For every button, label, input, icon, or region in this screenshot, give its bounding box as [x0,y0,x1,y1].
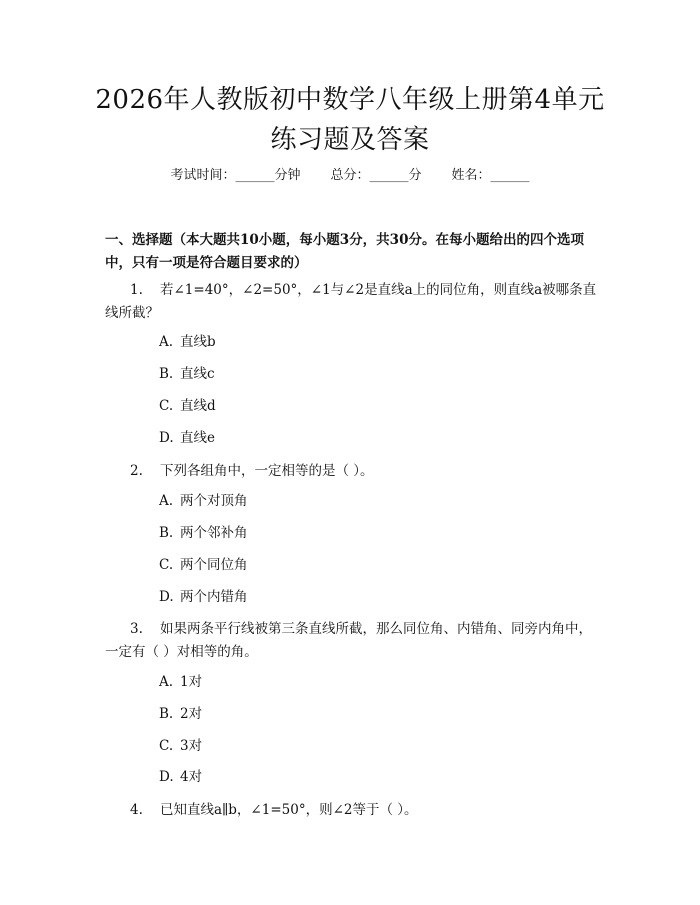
option-text: 4对 [180,769,203,785]
option-3a [159,671,202,693]
question-text: 如果两条平行线被第三条直线所截，那么同位角、内错角、同旁内角中，一定有（ ）对相等的角。 [105,621,592,660]
option-2a [159,490,248,512]
option-label: C. [159,738,174,754]
question-text: 若∠1=40°，∠2=50°，∠1与∠2是直线a上的同位角，则直线a被哪条直线所截？ [105,282,597,321]
option-label: B. [159,706,174,722]
option-label: A. [159,493,174,509]
option-label: D. [159,769,174,785]
question-number: 1. [130,282,143,298]
total-score: 总分：______分 [330,168,422,183]
option-1a [159,331,216,353]
exam-meta [0,166,700,186]
document-title-line-1: 2026年人教版初中数学八年级上册第4单元 [95,85,605,115]
exam-time: 考试时间：______分钟 [170,168,301,183]
question-3 [105,618,605,664]
option-text: 两个邻补角 [180,525,248,541]
question-2 [105,460,605,483]
section-title: 一、选择题（本大题共10小题，每小题3分，共30分。在每小题给出的四个选项中，只有一项是符合题目要求的） [105,232,584,271]
option-text: 直线d [180,398,216,414]
option-text: 两个内错角 [180,589,248,605]
option-label: D. [159,430,174,446]
option-1c [159,395,216,417]
question-1 [105,279,605,325]
question-number: 3. [130,621,143,637]
option-text: 直线c [180,366,215,382]
option-text: 1对 [180,674,203,690]
option-text: 两个同位角 [180,557,248,573]
question-4 [105,799,605,822]
option-label: A. [159,674,174,690]
option-label: C. [159,398,174,414]
option-text: 直线e [180,430,215,446]
option-3b [159,703,202,725]
option-1d [159,427,215,449]
option-2d [159,586,248,608]
option-label: B. [159,525,174,541]
question-number: 4. [130,802,143,818]
student-name: 姓名：______ [451,168,530,183]
question-text: 已知直线a∥b，∠1=50°，则∠2等于（ ）。 [160,802,418,818]
option-text: 直线b [180,334,216,350]
option-text: 两个对顶角 [180,493,248,509]
question-number: 2. [130,463,143,479]
question-text: 下列各组角中，一定相等的是（ ）。 [160,463,374,479]
option-2b [159,522,248,544]
document-title-line-2: 练习题及答案 [270,125,430,155]
option-text: 2对 [180,706,203,722]
option-label: A. [159,334,174,350]
option-1b [159,363,215,385]
option-label: B. [159,366,174,382]
option-3c [159,735,202,757]
option-2c [159,554,248,576]
option-label: C. [159,557,174,573]
option-label: D. [159,589,174,605]
option-text: 3对 [180,738,203,754]
option-3d [159,766,202,788]
